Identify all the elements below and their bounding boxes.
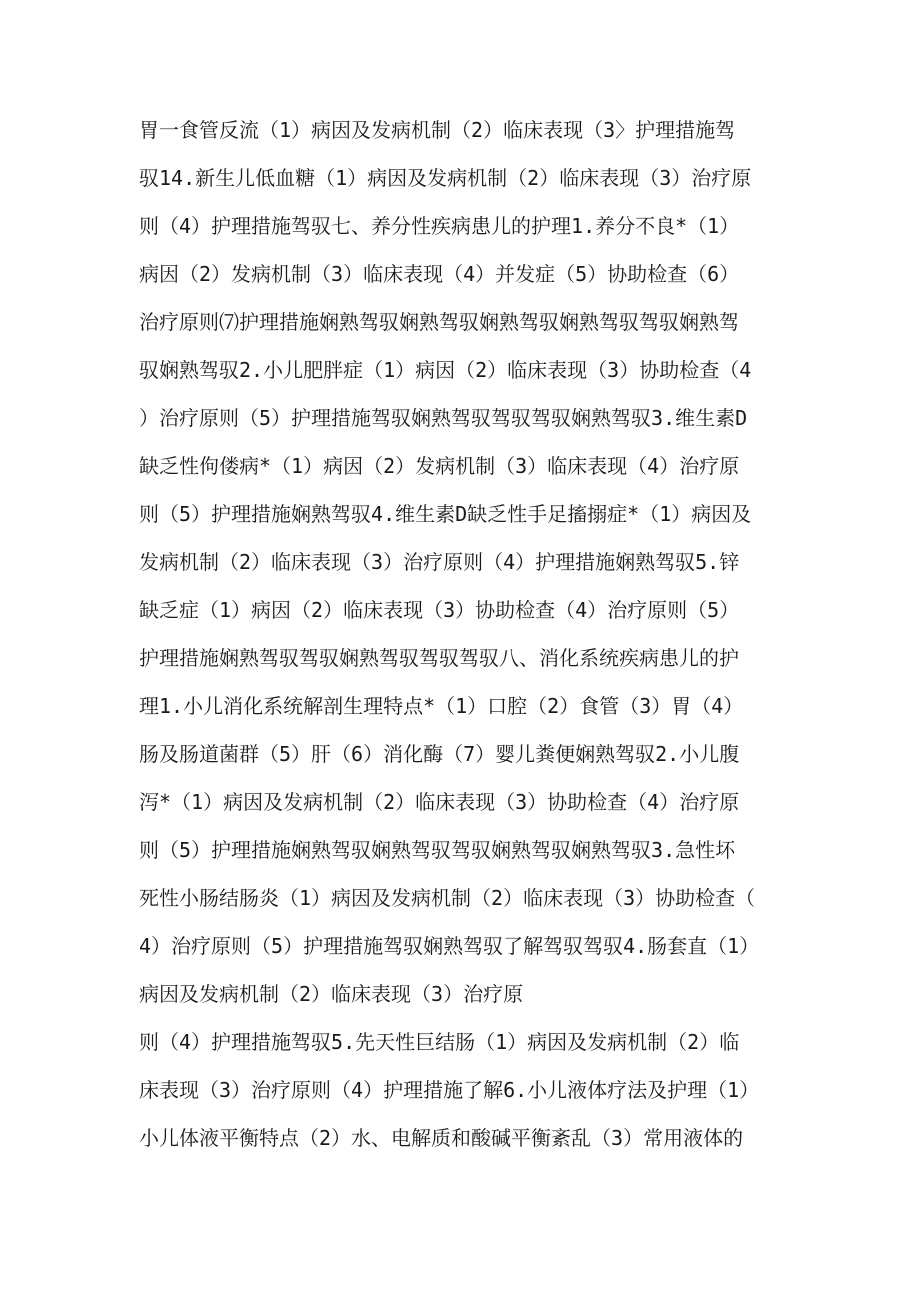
text-line: 缺乏性佝偻病*（1）病因（2）发病机制（3）临床表现（4）治疗原	[139, 454, 740, 478]
text-line: 4）治疗原则（5）护理措施驾驭娴熟驾驭了解驾驭驾驭4.肠套直（1）	[139, 934, 760, 958]
text-line: 病因及发病机制（2）临床表现（3）治疗原	[139, 982, 524, 1006]
text-line: ）治疗原则（5）护理措施驾驭娴熟驾驭驾驭驾驭娴熟驾驭3.维生素D	[139, 406, 748, 430]
text-line: 驭娴熟驾驭2.小儿肥胖症（1）病因（2）临床表现（3）协助检查（4	[139, 358, 752, 382]
text-line: 治疗原则⑺护理措施娴熟驾驭娴熟驾驭娴熟驾驭娴熟驾驭驾驭娴熟驾	[139, 310, 739, 334]
text-line: 则（4）护理措施驾驭七、养分性疾病患儿的护理1.养分不良*（1）	[139, 214, 740, 238]
text-line: 理1.小儿消化系统解剖生理特点*（1）口腔（2）食管（3）胃（4）	[139, 694, 744, 718]
body-text	[139, 114, 789, 1170]
text-line: 胃一食管反流（1）病因及发病机制（2）临床表现（3〉护理措施驾	[139, 118, 736, 142]
text-line: 则（5）护理措施娴熟驾驭娴熟驾驭驾驭娴熟驾驭娴熟驾驭3.急性坏	[139, 838, 736, 862]
text-line: 护理措施娴熟驾驭驾驭娴熟驾驭驾驭驾驭八、消化系统疾病患儿的护	[139, 646, 739, 670]
text-line: 小儿体液平衡特点（2）水、电解质和酸碱平衡紊乱（3）常用液体的	[139, 1126, 744, 1150]
text-line: 死性小肠结肠炎（1）病因及发病机制（2）临床表现（3）协助检查（	[139, 886, 756, 910]
text-line: 发病机制（2）临床表现（3）治疗原则（4）护理措施娴熟驾驭5.锌	[139, 550, 740, 574]
text-line: 驭14.新生儿低血糖（1）病因及发病机制（2）临床表现（3）治疗原	[139, 166, 752, 190]
text-line: 病因（2）发病机制（3）临床表现（4）并发症（5）协助检查（6）	[139, 262, 740, 286]
text-line: 则（5）护理措施娴熟驾驭4.维生素D缺乏性手足搐搦症*（1）病因及	[139, 502, 752, 526]
text-line: 则（4）护理措施驾驭5.先天性巨结肠（1）病因及发病机制（2）临	[139, 1030, 740, 1054]
text-line: 床表现（3）治疗原则（4）护理措施了解6.小儿液体疗法及护理（1）	[139, 1078, 760, 1102]
text-line: 泻*（1）病因及发病机制（2）临床表现（3）协助检查（4）治疗原	[139, 790, 740, 814]
text-line: 肠及肠道菌群（5）肝（6）消化酶（7）婴儿粪便娴熟驾驭2.小儿腹	[139, 742, 740, 766]
text-line: 缺乏症（1）病因（2）临床表现（3）协助检查（4）治疗原则（5）	[139, 598, 740, 622]
